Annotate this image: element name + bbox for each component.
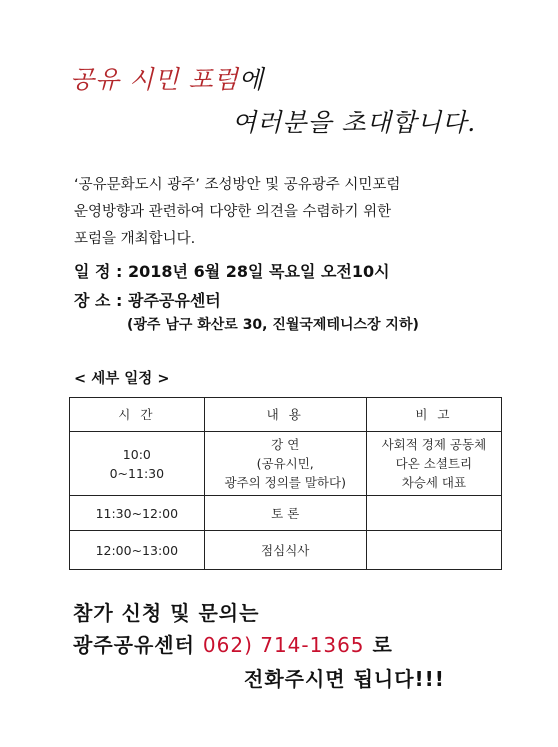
cell-note [366,432,501,496]
forum-name: 공유 시민 포럼 [70,65,239,94]
content-text: 강 연 [271,437,300,452]
content-text: 광주의 정의를 말하다) [224,475,346,490]
header-content: 내 용 [204,398,366,432]
note-text: 차승세 대표 [401,475,467,490]
contact-line2 [73,629,393,658]
title-suffix: 에 [238,65,264,94]
content-text: (공유시민, [256,456,314,471]
time-text: 0~11:30 [109,465,165,481]
contact-line1: 참가 신청 및 문의는 [73,601,260,625]
time-text: 10:0 [122,446,151,462]
cell-time: 11:30~12:00 [70,496,205,531]
cell-time: 12:00~13:00 [70,531,205,570]
intro-line: 운영방향과 관련하여 다양한 의견을 수렴하기 위한 [74,204,392,220]
cell-content: 점심식사 [204,531,366,570]
phone-number: 062) 714-1365 [202,633,365,657]
header-note: 비 고 [366,398,501,432]
contact-org: 광주공유센터 [73,633,203,657]
table-row [70,432,502,496]
invitation-title-line1 [70,60,264,96]
cell-content [204,432,366,496]
schedule-header-row [70,398,502,432]
note-text: 다온 소셜트리 [395,456,473,471]
cell-note [366,531,501,570]
schedule-title: < 세부 일정 > [74,371,170,387]
intro-line: 포럼을 개최합니다. [74,231,196,247]
event-date: 일 정 : 2018년 6월 28일 목요일 오전10시 [74,262,390,281]
cell-content: 토 론 [204,496,366,531]
schedule-table [69,397,502,570]
note-text: 사회적 경제 공동체 [381,437,487,452]
event-address: (광주 남구 화산로 30, 진월국제테니스장 지하) [127,317,419,333]
table-row [70,496,502,531]
intro-paragraph [74,172,400,253]
event-place: 장 소 : 광주공유센터 [74,291,221,310]
intro-line: ‘공유문화도시 광주’ 조성방안 및 공유광주 시민포럼 [74,177,401,193]
invitation-title-line2: 여러분을 초대합니다. [232,108,477,137]
contact-line3: 전화주시면 됩니다!!! [244,667,445,691]
cell-time [70,432,205,496]
cell-note [366,496,501,531]
contact-suffix: 로 [364,633,393,657]
header-time: 시 간 [70,398,205,432]
table-row [70,531,502,570]
